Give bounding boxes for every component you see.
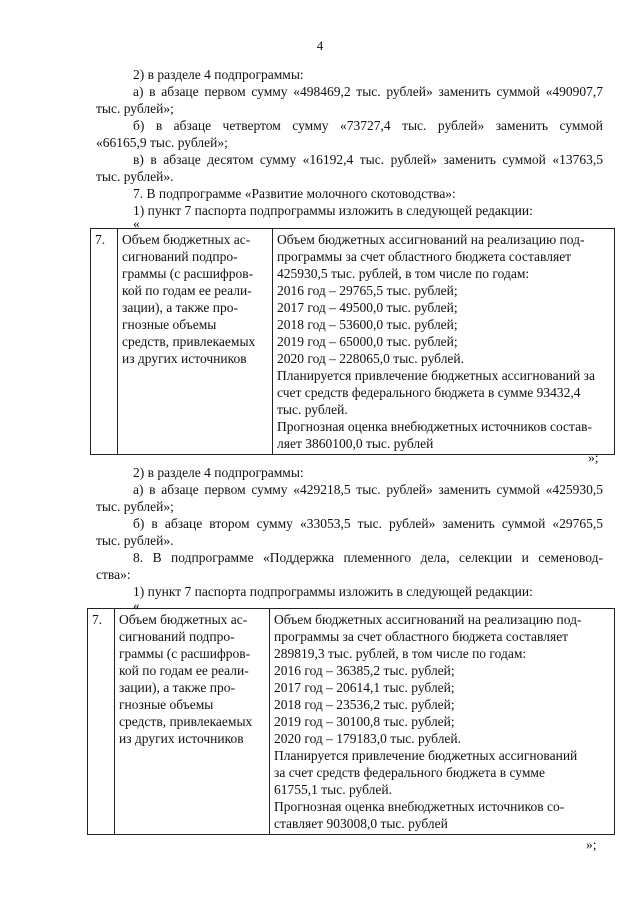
cell-line: средств, привлекаемых <box>122 334 256 349</box>
cell-line: Прогнозная оценка внебюджетных источников со- <box>274 799 565 814</box>
cell-line: Объем бюджетных ас- <box>122 232 251 247</box>
cell-line: гнозные объемы <box>119 697 214 712</box>
open-quote: « <box>133 598 140 613</box>
close-quote: »; <box>588 450 599 465</box>
cell-line: сигнований подпро- <box>119 629 235 644</box>
passport-table-1 <box>90 228 615 455</box>
cell-line: из других источников <box>122 351 247 366</box>
cell-line: кой по годам ее реали- <box>119 663 249 678</box>
paragraph: а) в абзаце первом сумму «498469,2 тыс. рублей» заменить суммой «490907,7 <box>133 84 603 99</box>
paragraph: «66165,9 тыс. рублей»; <box>96 135 228 150</box>
paragraph: тыс. рублей». <box>96 169 174 184</box>
cell-line: ставляет 903008,0 тыс. рублей <box>274 816 448 831</box>
table-cell-content <box>270 609 615 835</box>
cell-line: граммы (с расшифров- <box>122 266 254 281</box>
table-cell-label <box>115 609 270 835</box>
page-number: 4 <box>316 38 324 53</box>
cell-line: 61755,1 тыс. рублей. <box>274 782 392 797</box>
cell-line: Объем бюджетных ас- <box>119 612 248 627</box>
paragraph: 1) пункт 7 паспорта подпрограммы изложить в следующей редакции: <box>133 584 533 599</box>
cell-line: зации), а также про- <box>119 680 235 695</box>
cell-line: тыс. рублей. <box>277 402 348 417</box>
paragraph: тыс. рублей». <box>96 533 174 548</box>
table-row <box>91 229 615 455</box>
cell-line: счет средств федерального бюджета в сумме 93432,4 <box>277 385 581 400</box>
cell-line: 425930,5 тыс. рублей, в том числе по годам: <box>277 266 530 281</box>
paragraph: б) в абзаце втором сумму «33053,5 тыс. рублей» заменить суммой «29765,5 <box>133 516 603 531</box>
cell-line: средств, привлекаемых <box>119 714 253 729</box>
paragraph: 1) пункт 7 паспорта подпрограммы изложить в следующей редакции: <box>133 203 533 218</box>
cell-line: граммы (с расшифров- <box>119 646 251 661</box>
table-cell-number: 7. <box>91 229 118 455</box>
paragraph: 2) в разделе 4 подпрограммы: <box>133 465 304 480</box>
table-cell-number: 7. <box>88 609 115 835</box>
cell-line: гнозные объемы <box>122 317 217 332</box>
paragraph: б) в абзаце четвертом сумму «73727,4 тыс. рублей» заменить суммой <box>133 118 603 133</box>
cell-line: кой по годам ее реали- <box>122 283 252 298</box>
cell-line: Объем бюджетных ассигнований на реализацию под- <box>274 612 582 627</box>
cell-line: за счет средств федерального бюджета в сумме <box>274 765 545 780</box>
table-row <box>88 609 615 835</box>
paragraph: тыс. рублей»; <box>96 101 174 116</box>
cell-line: 2019 год – 65000,0 тыс. рублей; <box>277 334 458 349</box>
open-quote: « <box>133 216 140 231</box>
cell-line: ляет 3860100,0 тыс. рублей <box>277 436 434 451</box>
cell-line: Планируется привлечение бюджетных ассигнований <box>274 748 578 763</box>
cell-line: 289819,3 тыс. рублей, в том числе по годам: <box>274 646 527 661</box>
cell-line: сигнований подпро- <box>122 249 238 264</box>
paragraph: 7. В подпрограмме «Развитие молочного скотоводства»: <box>133 186 456 201</box>
passport-table-2 <box>87 608 615 835</box>
cell-line: программы за счет областного бюджета составляет <box>274 629 569 644</box>
close-quote: »; <box>586 837 597 852</box>
paragraph: в) в абзаце десятом сумму «16192,4 тыс. рублей» заменить суммой «13763,5 <box>133 152 603 167</box>
cell-line: Прогнозная оценка внебюджетных источников состав- <box>277 419 592 434</box>
paragraph: 8. В подпрограмме «Поддержка племенного дела, селекции и семеновод- <box>133 550 603 565</box>
paragraph: ства»: <box>96 567 131 582</box>
cell-line: 2017 год – 49500,0 тыс. рублей; <box>277 300 458 315</box>
cell-line: Объем бюджетных ассигнований на реализацию под- <box>277 232 585 247</box>
table-cell-content <box>273 229 615 455</box>
paragraph: тыс. рублей»; <box>96 499 174 514</box>
cell-line: 2020 год – 228065,0 тыс. рублей. <box>277 351 465 366</box>
cell-line: 2018 год – 53600,0 тыс. рублей; <box>277 317 458 332</box>
cell-line: 2019 год – 30100,8 тыс. рублей; <box>274 714 455 729</box>
cell-line: программы за счет областного бюджета составляет <box>277 249 572 264</box>
cell-line: зации), а также про- <box>122 300 238 315</box>
cell-line: 2017 год – 20614,1 тыс. рублей; <box>274 680 455 695</box>
cell-line: Планируется привлечение бюджетных ассигнований за <box>277 368 595 383</box>
table-cell-label <box>118 229 273 455</box>
cell-line: 2016 год – 36385,2 тыс. рублей; <box>274 663 455 678</box>
paragraph: а) в абзаце первом сумму «429218,5 тыс. рублей» заменить суммой «425930,5 <box>133 482 603 497</box>
cell-line: 2016 год – 29765,5 тыс. рублей; <box>277 283 458 298</box>
cell-line: 2020 год – 179183,0 тыс. рублей. <box>274 731 462 746</box>
cell-line: из других источников <box>119 731 244 746</box>
cell-line: 2018 год – 23536,2 тыс. рублей; <box>274 697 455 712</box>
paragraph: 2) в разделе 4 подпрограммы: <box>133 67 304 82</box>
